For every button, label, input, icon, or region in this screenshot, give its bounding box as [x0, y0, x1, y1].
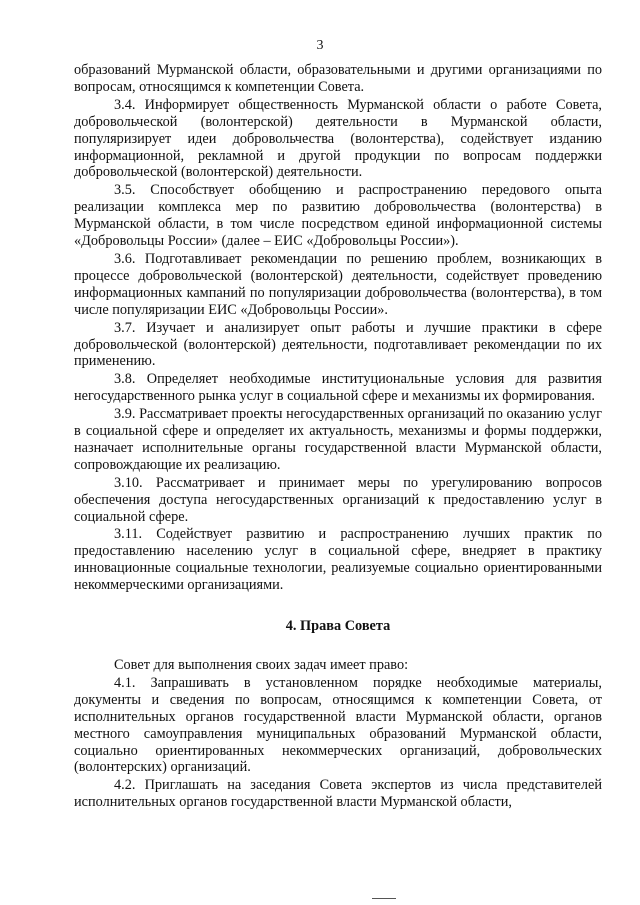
scan-mark [372, 898, 396, 899]
paragraph-rights-intro: Совет для выполнения своих задач имеет право: [114, 657, 409, 673]
paragraph-3-6: 3.6. Подготавливает рекомендации по решению проблем, возникающих в процессе добровольческой (волонтерской) деятельности, содействует проведению информационных кампаний по популяризации добровольчества (волонтерства), в том числе популяризации ЕИС «Добровольцы России». [74, 250, 602, 318]
paragraph-continuation: образований Мурманской области, образовательными и другими организациями по вопросам, относящимся к компетенции Совета. [74, 62, 602, 95]
paragraph-4-1: 4.1. Запрашивать в установленном порядке необходимые материалы, документы и сведения по вопросам, относящимся к компетенции Совета, от исполнительных органов государственной власти Мурманской области, органов местного самоуправления муниципальных образований Мурманской области, социально ориентированных некоммерческих организаций, добровольческих (волонтерских) организаций. [74, 674, 602, 776]
paragraph-3-11: 3.11. Содействует развитию и распространению лучших практик по предоставлению населению услуг в социальной сфере, внедряет в практику инновационные социальные технологии, реализуемые социально ориентированными некоммерческими организациями. [74, 526, 602, 594]
paragraph-3-9: 3.9. Рассматривает проекты негосударственных организаций по оказанию услуг в социальной сфере и определяет их актуальность, механизмы и формы поддержки, назначает исполнительные органы государственной власти Мурманской области, сопровождающие их реализацию. [74, 406, 602, 473]
section-heading: 4. Права Совета [285, 618, 391, 635]
paragraph-3-8: 3.8. Определяет необходимые институциональные условия для развития негосударственного рынка услуг в социальной сфере и механизмы их формирования. [74, 371, 602, 405]
paragraph-3-10: 3.10. Рассматривает и принимает меры по урегулированию вопросов обеспечения доступа негосударственных организаций к предоставлению услуг в социальной сфере. [74, 474, 602, 525]
document-body [74, 62, 602, 812]
paragraph-3-7: 3.7. Изучает и анализирует опыт работы и лучшие практики в сфере добровольческой (волонтерской) деятельности, подготавливает рекомендации по их применению. [74, 319, 602, 370]
paragraph-3-4: 3.4. Информирует общественность Мурманской области о работе Совета, добровольческой (волонтерской) деятельности в Мурманской области, популяризирует идеи добровольчества (волонтерства), содействует изданию информационной, рекламной и другой продукции по вопросам поддержки добровольческой (волонтерской) деятельности. [74, 96, 602, 181]
page-number: 3 [316, 38, 324, 53]
paragraph-3-5: 3.5. Способствует обобщению и распространению передового опыта реализации комплекса мер по развитию добровольчества (волонтерства) в Мурманской области, в том числе посредством единой информационной системы «Добровольцы России» (далее – ЕИС «Добровольцы России»). [74, 182, 602, 250]
paragraph-4-2: 4.2. Приглашать на заседания Совета экспертов из числа представителей исполнительных органов государственной власти Мурманской области, [74, 777, 602, 811]
